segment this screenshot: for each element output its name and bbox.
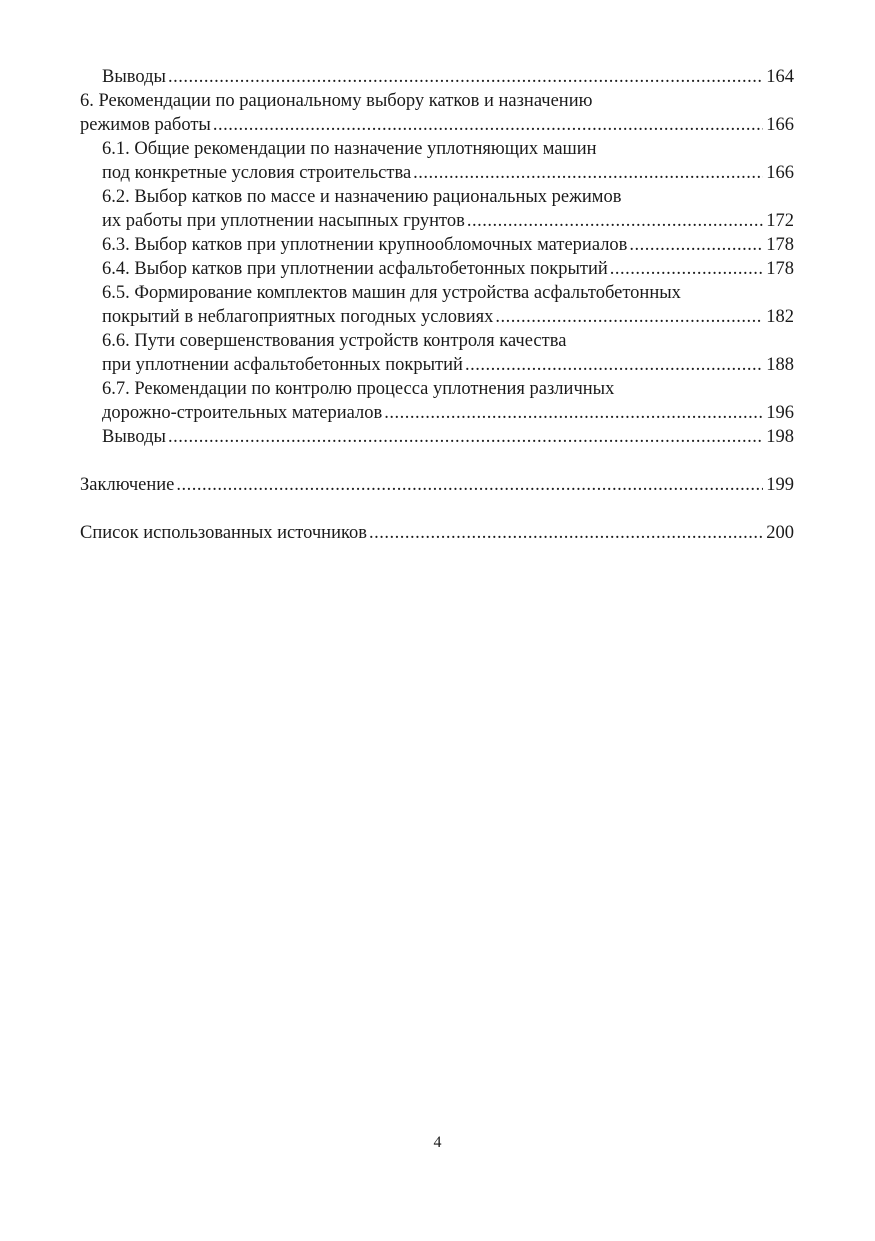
toc-entry-row (102, 425, 794, 449)
dot-leader (176, 473, 763, 497)
toc-entry-row (80, 521, 794, 545)
dot-leader (465, 353, 763, 377)
toc-entry-title-line: 6. Рекомендации по рациональному выбору катков и назначению (80, 91, 593, 111)
toc-page-number: 178 (766, 259, 794, 279)
toc-page-number: 172 (766, 211, 794, 231)
dot-leader (413, 161, 763, 185)
toc-entry-title-line: 6.1. Общие рекомендации по назначение уплотняющих машин (102, 139, 597, 159)
table-of-contents (80, 65, 794, 545)
toc-entry-title-line: Заключение (80, 475, 175, 495)
toc-entry-title-line: покрытий в неблагоприятных погодных условиях (102, 307, 494, 327)
toc-entry[interactable] (80, 233, 794, 257)
toc-page-number: 182 (766, 307, 794, 327)
toc-entry[interactable] (80, 473, 794, 497)
dot-leader (213, 113, 763, 137)
toc-entry-title-line: 6.5. Формирование комплектов машин для устройства асфальтобетонных (102, 283, 681, 303)
dot-leader (467, 209, 763, 233)
toc-entry-title-line: Выводы (102, 427, 166, 447)
toc-entry-row (102, 209, 794, 233)
toc-page-number: 196 (766, 403, 794, 423)
toc-page-number: 178 (766, 235, 794, 255)
toc-entry[interactable] (80, 185, 794, 233)
dot-leader (384, 401, 763, 425)
toc-entry[interactable] (80, 89, 794, 137)
toc-page-number: 166 (766, 115, 794, 135)
dot-leader (610, 257, 763, 281)
toc-entry[interactable] (80, 425, 794, 449)
dot-leader (495, 305, 763, 329)
toc-entry-row (80, 113, 794, 137)
toc-entry-row (102, 257, 794, 281)
dot-leader (629, 233, 763, 257)
toc-page-number: 199 (766, 475, 794, 495)
toc-entry-title-line: режимов работы (80, 115, 211, 135)
toc-page-number: 164 (766, 67, 794, 87)
toc-entry[interactable] (80, 257, 794, 281)
toc-entry[interactable] (80, 65, 794, 89)
toc-entry-row (102, 401, 794, 425)
toc-entry-title-line: 6.6. Пути совершенствования устройств контроля качества (102, 331, 567, 351)
toc-entry[interactable] (80, 521, 794, 545)
toc-page-number: 200 (766, 523, 794, 543)
toc-entry[interactable] (80, 137, 794, 185)
toc-entry-row (102, 65, 794, 89)
toc-entry-row (102, 353, 794, 377)
toc-entry[interactable] (80, 377, 794, 425)
toc-entry-title-line: их работы при уплотнении насыпных грунтов (102, 211, 465, 231)
toc-entry-title-line: 6.4. Выбор катков при уплотнении асфальтобетонных покрытий (102, 259, 608, 279)
toc-entry-title-line: при уплотнении асфальтобетонных покрытий (102, 355, 463, 375)
toc-entry-title-line: 6.2. Выбор катков по массе и назначению рациональных режимов (102, 187, 622, 207)
toc-page-number: 166 (766, 163, 794, 183)
dot-leader (168, 65, 763, 89)
toc-entry-row (102, 161, 794, 185)
toc-entry-title-line: 6.7. Рекомендации по контролю процесса уплотнения различных (102, 379, 615, 399)
dot-leader (168, 425, 763, 449)
toc-entry[interactable] (80, 281, 794, 329)
dot-leader (369, 521, 763, 545)
toc-entry-title-line: Список использованных источников (80, 523, 368, 543)
toc-entry-title-line: дорожно-строительных материалов (102, 403, 383, 423)
toc-entry-title-line: Выводы (102, 67, 166, 87)
toc-page-number: 198 (766, 427, 794, 447)
toc-entry-title-line: под конкретные условия строительства (102, 163, 412, 183)
toc-entry-row (102, 233, 794, 257)
toc-entry[interactable] (80, 329, 794, 377)
toc-entry-row (102, 305, 794, 329)
toc-page-number: 188 (766, 355, 794, 375)
toc-entry-row (80, 473, 794, 497)
page-number: 4 (433, 1134, 442, 1151)
toc-entry-title-line: 6.3. Выбор катков при уплотнении крупнообломочных материалов (102, 235, 628, 255)
